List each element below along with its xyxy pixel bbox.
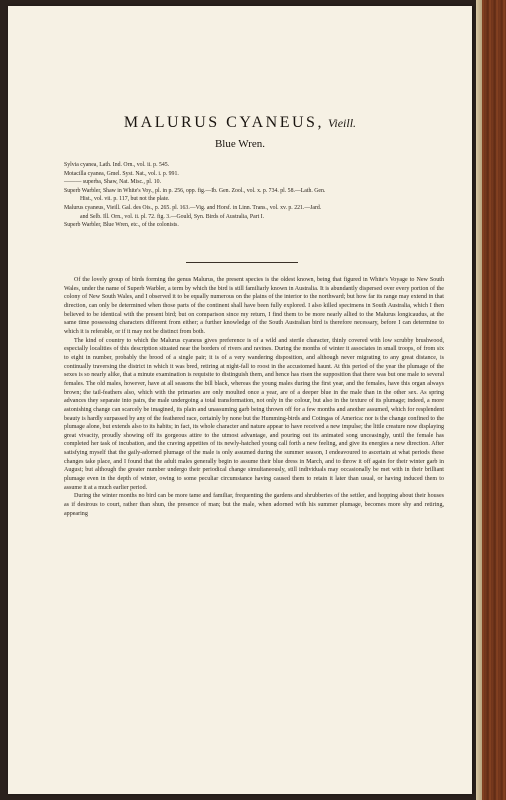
synonymy-line: and Selb. Ill. Orn., vol. ii. pl. 72. fig. 3.—Gould, Syn. Birds of Australia, Part I.	[80, 213, 265, 220]
page-edges	[476, 0, 482, 800]
species-name: MALURUS CYANEUS,	[123, 114, 324, 131]
species-author: Vieill.	[327, 116, 357, 130]
synonymy-line: Motacilla cyanea, Gmel. Syst. Nat., vol. i. p. 991.	[64, 170, 179, 177]
book-page	[8, 6, 472, 794]
common-name: Blue Wren.	[214, 138, 266, 150]
paragraph: During the winter months no bird can be more tame and familiar, frequenting the gardens and shrubberies of the settler, and hopping about their houses as if desirous to court, rather than shun, the presence of man; but the male, when adorned with his summer plumage, becomes more shy and retiring, appearing	[64, 493, 444, 517]
synonymy-list	[64, 161, 442, 230]
synonymy-line: Hist., vol. vii. p. 117, but not the plate.	[80, 196, 170, 203]
paragraph: The kind of country to which the Malurus cyaneus gives preference is of a wild and sterile character, thinly covered with low scrubby brushwood, especially localities of this description situated near the borders of rivers and ravines. During the months of winter it associates in small troops, of from six to eight in number, probably the brood of a single pair; it is of a very wandering disposition, and although never migrating to any great distance, is continually traversing the district in which it was bred, retiring at night-fall to roost in the accustomed haunt. At this period of the year the plumage of the sexes is so nearly alike, that a minute examination is requisite to distinguish them, and hence has risen the supposition that there was but one male to several females. The old males, however, have at all seasons the bill black, whereas the young males during the first year, and the females, have this organ always brown; the tail-feathers also, which with the primaries are only moulted once a year, are of a deeper blue in the male than in the other sex. As spring advances they separate into pairs, the male undergoing a total transformation, not only in the colour, but also in the texture of its plumage; indeed, a more astonishing change can scarcely be imagined, its plain and unassuming garb being thrown off for a few months and another assumed, which for resplendent beauty is hardly surpassed by any of the feathered race, certainly by none but the Humming-birds and Cotingas of America: nor is the change confined to the plumage alone, but extends also to its habits; in fact, its whole character and nature appear to have received a new impulse; the little creature now displaying great vivacity, proudly showing off its gorgeous attire to the utmost advantage, and pouring out its animated song unceasingly, until the female has completed her task of incubation, and the craving appetites of its newly-hatched young call forth a new feeling, and give its energies a new direction. After satisfying myself that the gaily-adorned plumage of the male is only assumed during the summer season, I endeavoured to ascertain at what periods these changes take place, and I found that the adult males generally begin to assume their blue dress in March, and to throw it off again for their winter garb in August; but although the greater number undergo their periodical change simultaneously, still individuals may occasionally be met with in their brilliant plumage even in the depth of winter, owing to some peculiar circumstance having caused them to retain it later than usual, or having induced them to assume it at a much earlier period.	[64, 337, 444, 491]
synonymy-line: Sylvia cyanea, Lath. Ind. Orn., vol. ii. p. 545.	[64, 162, 170, 168]
page-title	[8, 114, 472, 132]
synonymy-line: Malurus cyaneus, Vieill. Gal. des Ois., p. 265. pl. 163.—Vig. and Horsf. in Linn. Trans., vol. xv. p. 221.—Jard.	[64, 204, 322, 211]
body-text	[64, 276, 444, 518]
header	[8, 114, 472, 150]
book-binding	[478, 0, 506, 800]
synonymy-line: ——— superba, Shaw, Nat. Misc., pl. 10.	[64, 179, 162, 186]
synonymy-line: Superb Warbler, Shaw in White's Voy., pl. in p. 256, opp. fig.—Ib. Gen. Zool., vol. x. p. 734. pl. 58.—Lath. Gen.	[64, 187, 326, 194]
paragraph: Of the lovely group of birds forming the genus Malurus, the present species is the oldest known, being that figured in White's Voyage to New South Wales, under the name of Superb Warbler, a term by which the bird is still familiarly known in Australia. It is abundantly dispersed over every portion of the colony of New South Wales, and I observed it to be equally numerous on the plains of the interior to the northward; but how far its range may extend in that direction, can only be determined when those parts of the continent shall have been fully explored. I also killed specimens in South Australia, which I then believed to be identical with the present bird; but on comparison since my return, I find them to be more nearly allied to the Malurus longicaudus, at the same time possessing characters different from either; a further knowledge of the South Australian bird is therefore necessary, before I can determine to which it is referable, or if it may not be distinct from both.	[64, 277, 444, 335]
synonymy-line: Superb Warbler, Blue Wren, etc., of the colonists.	[64, 222, 179, 229]
divider-rule	[186, 262, 298, 263]
